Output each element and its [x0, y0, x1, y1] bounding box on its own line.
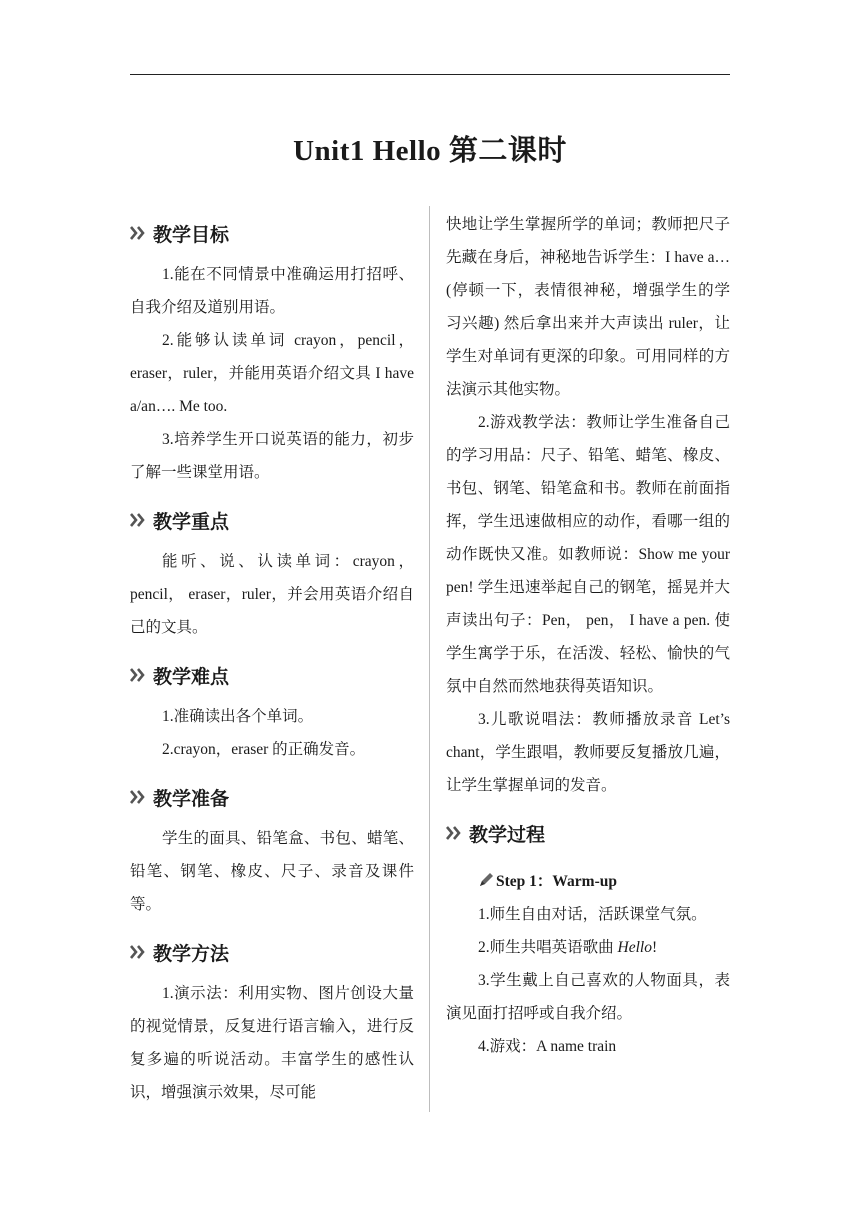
process-item: 4.游戏：A name train: [478, 1038, 617, 1055]
top-rule: [130, 74, 730, 75]
method-item-continued: 快地让学生掌握所学的单词；教师把尺子先藏在身后，神秘地告诉学生：I have a… (停顿一下，表情很神秘，增强学生的学习兴趣) 然后拿出来并大声读出 ruler，让学生对单词有更深的印象。可用同样的方法演示其他实物。: [446, 216, 730, 398]
left-column: [130, 208, 414, 1109]
section-heading-key-points: [130, 495, 414, 545]
difficulty-item: 1.准确读出各个单词。: [162, 708, 314, 725]
page-title: Unit1 Hello 第二课时: [293, 135, 567, 167]
section-heading-methods: [130, 927, 414, 977]
step-heading: [446, 862, 730, 898]
step-label: Step 1：Warm-up: [496, 873, 617, 890]
section-heading-label: 教学重点: [153, 510, 230, 533]
section-heading-label: 教学过程: [469, 823, 546, 846]
section-heading-difficulties: [130, 650, 414, 700]
process-item: 3.学生戴上自己喜欢的人物面具，表演见面打招呼或自我介绍。: [446, 972, 730, 1022]
difficulty-item: 2.crayon，eraser 的正确发音。: [162, 741, 366, 758]
song-title: Hello: [617, 939, 652, 956]
double-chevron-icon: [130, 668, 150, 682]
section-heading-label: 教学难点: [153, 665, 230, 688]
double-chevron-icon: [130, 513, 150, 527]
method-item: 3.儿歌说唱法：教师播放录音 Let’s chant，学生跟唱，教师要反复播放几遍，让学生掌握单词的发音。: [446, 711, 730, 794]
section-heading-process: [446, 808, 730, 858]
section-heading-goals: [130, 208, 414, 258]
method-item: 2.游戏教学法：教师让学生准备自己的学习用品：尺子、铅笔、蜡笔、橡皮、书包、钢笔、铅笔盒和书。教师在前面指挥，学生迅速做相应的动作，看哪一组的动作既快又准。如教师说：Show me your pen! 学生迅速举起自己的钢笔，摇晃并大声读出句子：Pen， pen， I have a pen. 使学生寓学于乐，在活泼、轻松、愉快的气氛中自然而然地获得英语知识。: [446, 414, 730, 695]
process-item-text: 2.师生共唱英语歌曲: [478, 939, 618, 956]
process-item: [446, 931, 730, 964]
double-chevron-icon: [130, 945, 150, 959]
section-heading-label: 教学准备: [153, 787, 230, 810]
key-points-text: 能听、说、认读单词：crayon，pencil， eraser，ruler，并会用英语介绍自己的文具。: [130, 553, 414, 636]
double-chevron-icon: [446, 826, 466, 840]
goal-item: 3.培养学生开口说英语的能力，初步了解一些课堂用语。: [130, 431, 414, 481]
pen-icon: [478, 872, 494, 888]
right-column: [446, 208, 730, 1063]
column-divider: [429, 206, 430, 1112]
goal-item: 2.能够认读单词 crayon，pencil，eraser，ruler，并能用英语介绍文具 I have a/an…. Me too.: [130, 332, 414, 415]
double-chevron-icon: [130, 790, 150, 804]
section-heading-label: 教学方法: [153, 942, 230, 965]
process-item-text: !: [651, 939, 658, 956]
process-item: 1.师生自由对话，活跃课堂气氛。: [478, 906, 707, 923]
goal-item: 1.能在不同情景中准确运用打招呼、自我介绍及道别用语。: [130, 266, 414, 316]
section-heading-preparation: [130, 772, 414, 822]
preparation-text: 学生的面具、铅笔盒、书包、蜡笔、铅笔、钢笔、橡皮、尺子、录音及课件等。: [130, 830, 414, 913]
double-chevron-icon: [130, 226, 150, 240]
section-heading-label: 教学目标: [153, 223, 230, 246]
method-item: 1.演示法：利用实物、图片创设大量的视觉情景，反复进行语言输入，进行反复多遍的听说活动。丰富学生的感性认识，增强演示效果，尽可能: [130, 985, 414, 1101]
